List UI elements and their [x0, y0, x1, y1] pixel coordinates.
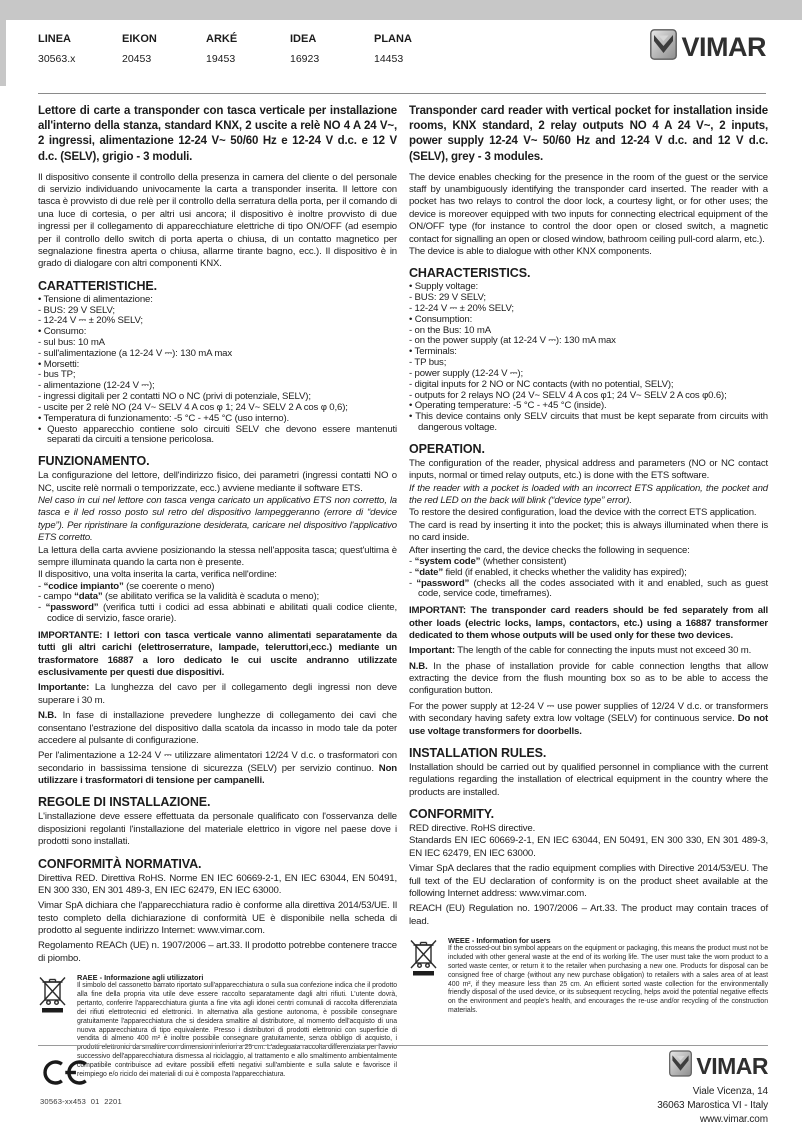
weee-text — [77, 973, 397, 1079]
text-segment-bold: “date” — [414, 566, 443, 578]
paragraph: Regolamento REACh (UE) n. 1907/2006 – art.33. Il prodotto potrebbe contenere tracce di piombo. — [38, 940, 397, 964]
note — [38, 750, 397, 787]
list-item: - on the Bus: 10 mA — [409, 324, 491, 336]
text-segment-bold: IMPORTANTE: I lettori con tasca verticale vanno alimentati separatamente da tutti gli altri carichi (elettroserrature, lampade, teleruttori,ecc.) mediante un trasformatore 16887 a loro dedicato le cui uscite andranno utilizzate esclusivamente per questi due dispositivi. — [38, 629, 397, 679]
vimar-wordmark: VIMAR — [681, 31, 766, 62]
paragraph: The card is read by inserting it into the pocket; this is always illuminated when there is no card inside. — [409, 519, 768, 544]
product-column — [38, 33, 122, 65]
list-item: - alimentazione (12-24 V ⎓); — [38, 380, 155, 392]
note — [38, 682, 397, 707]
text-segment-bold: “password” — [45, 602, 99, 614]
list-item: - uscite per 2 relè NO (24 V~ SELV 4 A cos φ 1; 24 V~ SELV 2 A cos φ 0,6); — [38, 401, 348, 413]
list-item: • Supply voltage: — [409, 281, 479, 293]
product-code: 20453 — [122, 53, 152, 65]
text-segment-bold: Non utilizzare i trasformatori di tensione per campanelli. — [38, 762, 397, 787]
list-item: - outputs for 2 relays NO (24 V~ SELV 4 A cos φ1; 24 V~ SELV 2 A cos φ0.6); — [409, 389, 727, 401]
list-item: • Questo apparecchio contiene solo circuiti SELV che devono essere mantenuti separati da circuiti a tensione pericolosa. — [38, 423, 397, 446]
text-segment: - — [38, 602, 46, 614]
product-code: 16923 — [290, 53, 320, 65]
text-segment: In the phase of installation provide for cable connection lengths that allow extracting the device from the flush mounting box so as to be able to access the configuration button. — [409, 660, 768, 697]
text-segment: (verifica tutti i codici ad essa abbinati e abilitati quali codice cliente, codice di servizio, fasce orarie). — [47, 602, 398, 625]
text-segment: (whether consistent) — [480, 555, 567, 567]
list-item: - digital inputs for 2 NO or NC contacts (with no potential, SELV); — [409, 378, 674, 390]
text-segment: (se abilitato verifica se la validità è scaduta o meno); — [102, 591, 320, 603]
list-item: - 12-24 V ⎓ ± 20% SELV; — [38, 315, 143, 327]
text-segment-bold: N.B. — [38, 710, 57, 722]
column-italian — [38, 104, 397, 1080]
section-heading: INSTALLATION RULES. — [409, 745, 547, 760]
weee-heading: WEEE - Information for users — [448, 936, 551, 946]
series-name: ARKÉ — [206, 33, 238, 45]
paragraph: After inserting the card, the device checks the following in sequence: — [409, 544, 690, 556]
text-segment-bold: Do not use voltage transformers for doorbells. — [409, 713, 768, 737]
address — [657, 1085, 768, 1126]
text-segment: field (if enabled, it checks whether the validity has expired); — [442, 566, 687, 578]
paragraph: Standards EN IEC 60669-2-1, EN IEC 63044, EN 50491, EN 300 330, EN 301 489-3, EN IEC 62479, EN IEC 63000. — [409, 835, 768, 859]
vimar-wordmark: VIMAR — [696, 1052, 768, 1079]
list-item: • Consumo: — [38, 326, 87, 338]
paragraph: Installation should be carried out by qualified personnel in compliance with the current regulations regarding the installation of electrical equipment in the country where the products are installed. — [409, 761, 768, 798]
vimar-logo — [657, 1050, 768, 1082]
list-item: • Operating temperature: -5 °C - +45 °C (inside). — [409, 400, 607, 412]
list-item: • Terminals: — [409, 346, 457, 358]
paragraph: RED directive. RoHS directive. — [409, 823, 536, 835]
paragraph: REACH (EU) Regulation no. 1907/2006 – Art.33. The product may contain traces of lead. — [409, 903, 768, 927]
list-item: • Morsetti: — [38, 358, 80, 370]
text-segment: - campo — [38, 591, 75, 603]
list-item: - on the power supply (at 12-24 V ⎓): 130 mA max — [409, 335, 616, 347]
paragraph: Direttiva RED. Direttiva RoHS. Norme EN IEC 60669-2-1, EN IEC 63044, EN 50491, EN 300 330, EN 301 489-3, EN IEC 62479, EN IEC 63000. — [38, 872, 397, 896]
list-item: • Consumption: — [409, 313, 473, 325]
paragraph: La configurazione del lettore, dell'indirizzo fisico, dei parametri (ingressi contatti NO o NC, uscite relè normali o temporizzate, ecc.) avviene mediante il software ETS. — [38, 470, 397, 494]
paragraph: Vimar SpA declares that the radio equipment complies with Directive 2014/53/EU. The full text of the EU declaration of conformity is on the product sheet available at the following Internet address: www.vimar.com. — [409, 863, 768, 899]
text-segment: The length of the cable for connecting the inputs must not exceed 30 m. — [454, 645, 752, 657]
text-segment: - — [38, 580, 44, 592]
section-heading: CONFORMITÀ NORMATIVA. — [38, 856, 202, 871]
text-segment: La lunghezza del cavo per il collegamento degli ingressi non deve superare i 30 m. — [38, 682, 397, 706]
list-item: - bus TP; — [38, 369, 76, 381]
list-item: - sull'alimentazione (a 12-24 V ⎓): 130 mA max — [38, 347, 233, 359]
series-name: EIKON — [122, 33, 157, 45]
vimar-logo-icon — [669, 1050, 692, 1082]
paragraph: To restore the desired configuration, load the device with the correct ETS application. — [409, 507, 757, 519]
address-line: 36063 Marostica VI - Italy — [657, 1099, 768, 1111]
list-item: • This device contains only SELV circuits that must be kept separate from circuits with dangerous voltage. — [409, 411, 768, 434]
product-title-en: Transponder card reader with vertical pocket for installation inside rooms, KNX standard, 2 relay outputs NO 4 A 24 V~, 2 inputs, power supply 12-24 V~ 50/60 Hz and 12-24 V d.c. and 12 V d.c. (SELV), grey - 3 modules. — [409, 105, 768, 163]
product-code: 30563.x — [38, 53, 76, 65]
text-segment-bold: N.B. — [409, 660, 428, 672]
paragraph: The configuration of the reader, physical address and parameters (NO or NC contact inputs, normal or timed relay outputs, etc.) is done with the ETS software. — [409, 457, 768, 482]
list-item: - power supply (12-24 V ⎓); — [409, 367, 523, 379]
section-heading: REGOLE DI INSTALLAZIONE. — [38, 795, 211, 810]
address-line: Viale Vicenza, 14 — [692, 1086, 768, 1097]
text-segment-bold: “system code” — [414, 555, 481, 567]
series-name: PLANA — [374, 33, 412, 45]
note — [409, 701, 768, 738]
text-segment: (se coerente o meno) — [123, 580, 215, 592]
scan-edge-top — [0, 0, 802, 20]
website-text: www.vimar.com — [699, 1113, 768, 1125]
weee-icon — [409, 936, 441, 1016]
list-item: - BUS: 29 V SELV; — [409, 292, 486, 304]
paragraph: Il dispositivo consente il controllo della presenza in camera del cliente o del personale di servizio individuando univocamente la carta a transponder inserita. Il lettore con tasca è provvisto di due relè per il controllo della serratura della porta, per il comando di una luce di cortesia, o per altri usi ancora; il dispositivo è inoltre provvisto di due ingressi per il collegamento di apparecchiature elettriche di tipo ON/OFF (ad esempio per il controllo dello switch di porta aperta o chiusa, di un contatto magnetico per segnalazione finestra aperta o chiusa, allarme tirante bagno, ecc.). Il dispositivo è in grado di dialogare con altri componenti KNX. — [38, 171, 397, 270]
text-segment-bold: “password” — [416, 577, 470, 589]
text-segment: Per l'alimentazione a 12-24 V ⎓ utilizzare alimentatori 12/24 V d.c. o trasformatori con secondario in bassissima tensione di sicurezza (SELV) per servizio continuo. — [38, 750, 397, 774]
text-segment: - — [409, 555, 415, 567]
paragraph-italic: Nel caso in cui nel lettore con tasca venga caricato un applicativo ETS non corretto, la tasca e il led rosso posto sul retro del dispositivo lampeggeranno (errore di “device type”). Per ripristinare la configurazione desiderata, caricare nel dispositivo l'applicativo ETS corretto. — [38, 495, 397, 544]
product-column — [206, 33, 290, 65]
weee-text — [448, 936, 768, 1016]
column-english — [409, 104, 768, 1080]
text-segment: - — [409, 566, 415, 578]
paragraph: Vimar SpA dichiara che l'apparecchiatura radio è conforme alla direttiva 2014/53/UE. Il testo completo della dichiarazione di conformità UE è disponibile nella scheda di prodotto al seguente indirizzo Internet: www.vimar.com. — [38, 900, 397, 937]
important-note — [38, 630, 397, 680]
text-segment-bold: “codice impianto” — [43, 580, 124, 592]
product-column — [290, 33, 374, 65]
weee-heading: RAEE - Informazione agli utilizzatori — [77, 973, 204, 983]
section-heading: OPERATION. — [409, 441, 485, 456]
product-title-it: Lettore di carte a transponder con tasca verticale per installazione all'interno della stanza, standard KNX, 2 uscite a relè NO 4 A 24 V~, 2 ingressi, alimentazione 12-24 V~ 50/60 Hz e 12-24 V d.c. e 12 V d.c. (SELV), grigio - 3 moduli. — [38, 105, 397, 163]
product-column — [374, 33, 458, 65]
list-item: • Temperatura di funzionamento: -5 °C - +45 °C (uso interno). — [38, 412, 290, 424]
paragraph: L'installazione deve essere effettuata da personale qualificato con l'osservanza delle disposizioni regolanti l'installazione del materiale elettrico in vigore nel paese dove i prodotti sono installati. — [38, 811, 397, 848]
product-code: 14453 — [374, 53, 404, 65]
text-segment: In fase di installazione prevedere lunghezze di collegamento dei cavi che consentano l'estrazione del dispositivo dalla scatola da incasso in modo tale da poter accedere al pulsante di configurazione. — [38, 710, 397, 746]
section-heading: FUNZIONAMENTO. — [38, 454, 150, 469]
text-segment: - — [409, 577, 417, 589]
header — [0, 20, 802, 83]
weee-body: If the crossed-out bin symbol appears on the equipment or packaging, this means the product must not be included with other general waste at the end of its working life. The user must take the worn product to a sorted waste center, or return it to the retailer when purchasing a new one. Products for disposal can be consigned free of charge (without any new purchase obligation) to retailers with a sales area of at least 400 m², if they measure less than 25 cm. An efficient sorted waste collection for the environmentally friendly disposal of the used device, or its subsequent recycling, helps avoid the potential negative effects on the environment and people's health, and encourages the re-use and/or recycling of the construction materials. — [448, 945, 768, 1015]
paragraph: Il dispositivo, una volta inserita la carta, verifica nell'ordine: — [38, 569, 277, 581]
text-segment-bold: Importante: — [38, 682, 90, 694]
list-item: - 12-24 V ⎓ ± 20% SELV; — [409, 302, 514, 314]
product-code: 19453 — [206, 53, 236, 65]
paragraph: The device enables checking for the presence in the room of the guest or the service staff by unambiguously identifying the transponder card inserted. The reader with a pocket has two relays to control the door lock, a courtesy light, or for other uses; the device is moreover equipped with two inputs for connecting electrical equipment of the ON/OFF type (for instance to control the door open or closed switch, a magnetic contact for signalling an open or closed window, bathroom ceiling pull-cord alarm, etc.). — [409, 171, 768, 245]
note — [409, 645, 768, 657]
series-name: LINEA — [38, 33, 71, 45]
vimar-logo-icon — [650, 29, 677, 65]
note — [38, 710, 397, 747]
weee-block-it — [38, 973, 397, 1079]
text-segment-bold: Important: — [409, 645, 455, 657]
vimar-logo — [650, 29, 767, 65]
text-segment-bold: IMPORTANT: The transponder card readers should be fed separately from all other loads (electric locks, lamps, contactors, etc.) using a 16887 transformer dedicated to them whose outputs will be used only for these two devices. — [409, 605, 768, 641]
text-segment: For the power supply at 12-24 V ⎓ use power supplies of 12/24 V d.c. or transformers with secondary having safety extra low voltage (SELV) for continuous service. — [409, 700, 768, 725]
series-name: IDEA — [290, 33, 317, 45]
doc-code: 30563-xx453 01 2201 — [40, 1097, 122, 1106]
footer-brand-block — [657, 1050, 768, 1126]
check-item — [38, 603, 397, 625]
list-item: - sul bus: 10 mA — [38, 337, 105, 348]
paragraph: The device is able to dialogue with other KNX components. — [409, 245, 652, 257]
note — [409, 661, 768, 698]
ce-mark-icon — [40, 1058, 88, 1092]
footer-divider — [38, 1045, 768, 1046]
weee-body: Il simbolo del cassonetto barrato riportato sull'apparecchiatura o sulla sua confezione indica che il prodotto alla fine della propria vita utile deve essere raccolto separatamente dagli altri rifiuti. L'utente dovrà, pertanto, conferire l'apparecchiatura giunta a fine vita agli idonei centri comunali di raccolta differenziata dei rifiuti elettrotecnici ed elettronici. In alternativa alla gestione autonoma, è possibile consegnare gratuitamente l'apparecchiatura che si desidera smaltire al distributore, al momento dell'acquisto di una nuova apparecchiatura di tipo equivalente. Presso i distributori di prodotti elettronici con superficie di vendita di almeno 400 m² è inoltre possibile consegnare gratuitamente, senza obbligo di acquisto, i prodotti elettronici da smaltire con dimensioni inferiori a 25 cm. L'adeguata raccolta differenziata per l'avvio successivo dell'apparecchiatura dismessa al riciclaggio, al trattamento e allo smaltimento ambientalmente compatibile contribuisce ad evitare possibili effetti negativi sull'ambiente e sulla salute e favorisce il reimpiego e/o riciclo dei materiali di cui è composta l'apparecchiatura. — [77, 982, 397, 1078]
list-item: • Tensione di alimentazione: — [38, 293, 153, 305]
paragraph: La lettura della carta avviene posizionando la stessa nell'apposita tasca; quest'ultima è sempre illuminata quando la carta non è presente. — [38, 544, 397, 568]
section-heading: CARATTERISTICHE. — [38, 278, 157, 293]
section-heading: CHARACTERISTICS. — [409, 266, 531, 281]
important-note — [409, 605, 768, 642]
content — [0, 94, 802, 1080]
section-heading: CONFORMITY. — [409, 807, 495, 822]
product-column — [122, 33, 206, 65]
list-item: - BUS: 29 V SELV; — [38, 304, 115, 316]
text-segment: (checks all the codes associated with it and enabled, such as guest code, service code, timeframes). — [418, 577, 768, 600]
list-item: - TP bus; — [409, 357, 447, 369]
text-segment-bold: “data” — [74, 591, 103, 603]
paragraph-italic: If the reader with a pocket is loaded with an incorrect ETS application, the pocket and the red LED on the back will blink (“device type” error). — [409, 482, 768, 507]
weee-block-en — [409, 936, 768, 1016]
list-item: - ingressi digitali per 2 contatti NO o NC (privi di potenziale, SELV); — [38, 391, 311, 403]
check-item — [409, 579, 768, 601]
